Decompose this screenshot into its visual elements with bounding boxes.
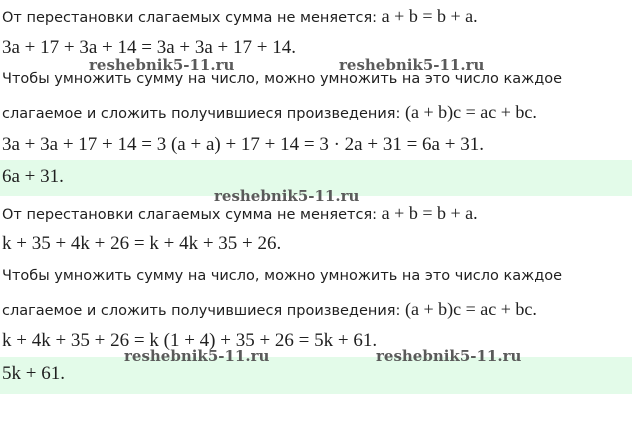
watermark: reshebnik5-11.ru — [376, 347, 522, 365]
rule-distributive-2 — [2, 299, 632, 320]
rule-distributive-line1-2: Чтобы умножить сумму на число, можно умножить на это число каждое — [2, 268, 563, 284]
rule-commutative-2 — [2, 203, 632, 224]
watermark: reshebnik5-11.ru — [214, 187, 360, 205]
expression-step-1: 3a + 17 + 3a + 14 = 3a + 3a + 17 + 14. — [2, 37, 296, 58]
rule-distributive-text: слагаемое и сложить получившиеся произведения: — [2, 303, 401, 319]
rule-distributive-text: слагаемое и сложить получившиеся произведения: — [2, 106, 401, 122]
rule-commutative-1 — [2, 6, 632, 27]
rule-commutative-text: От перестановки слагаемых сумма не меняется: — [2, 207, 378, 223]
watermark: reshebnik5-11.ru — [124, 347, 270, 365]
rule-commutative-formula: a + b = b + a. — [381, 6, 478, 26]
rule-distributive-formula: (a + b)c = ac + bc. — [405, 299, 537, 319]
rule-commutative-text: От перестановки слагаемых сумма не меняется: — [2, 10, 378, 26]
answer-1: 6a + 31. — [2, 166, 64, 187]
answer-2: 5k + 61. — [2, 363, 65, 384]
rule-commutative-formula: a + b = b + a. — [381, 203, 478, 223]
watermark: reshebnik5-11.ru — [339, 56, 485, 74]
expression-step-4: k + 4k + 35 + 26 = k (1 + 4) + 35 + 26 = 5k + 61. — [2, 330, 378, 351]
expression-step-2: 3a + 3a + 17 + 14 = 3 (a + a) + 17 + 14 = 3 · 2a + 31 = 6a + 31. — [2, 134, 484, 155]
rule-distributive-line1: Чтобы умножить сумму на число, можно умножить на это число каждое — [2, 71, 563, 87]
rule-distributive-1 — [2, 102, 632, 123]
expression-step-3: k + 35 + 4k + 26 = k + 4k + 35 + 26. — [2, 233, 282, 254]
rule-distributive-formula: (a + b)c = ac + bc. — [405, 102, 537, 122]
watermark: reshebnik5-11.ru — [89, 56, 235, 74]
